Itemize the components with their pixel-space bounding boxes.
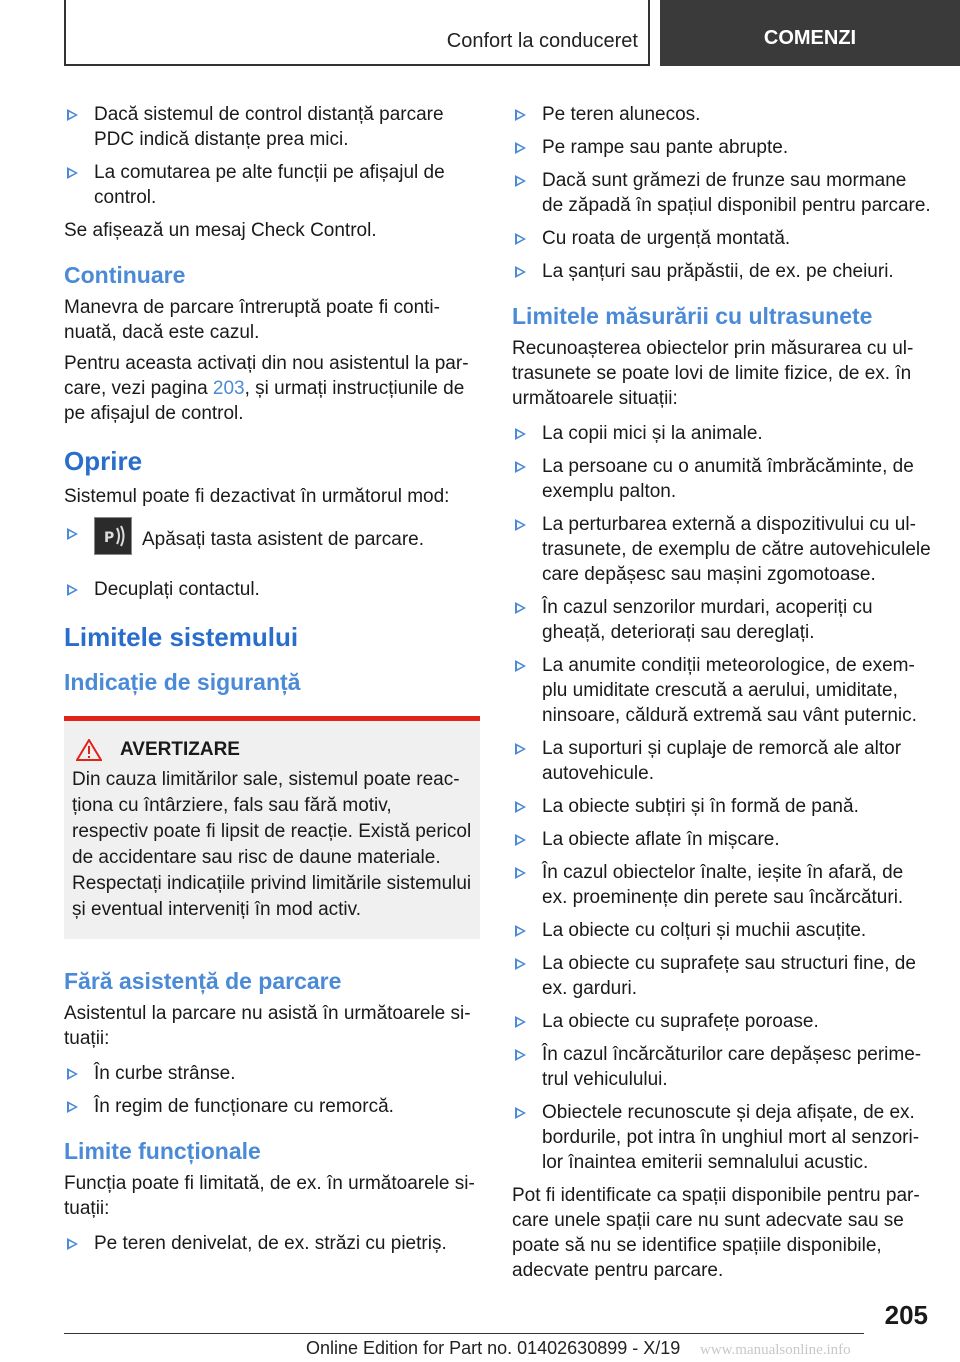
list-item: Dacă sunt grămezi de frunze sau mormane de zăpadă în spațiul disponibil pentru parcare.	[512, 168, 932, 218]
heading-indicatie-siguranta: Indicație de siguranță	[64, 669, 301, 695]
paragraph: Recunoașterea obiectelor prin măsurarea cu ultrasunete se poate lovi de limite fizice, de ex. în următoarele situații:	[512, 338, 914, 409]
triangle-bullet-icon	[67, 167, 78, 179]
heading-limitele-ultrasunete: Limitele măsurării cu ultrasunete	[512, 303, 873, 329]
footer-rule	[64, 1333, 864, 1334]
paragraph: Pentru aceasta activați din nou asistentul la parcare, vezi pagina 203, și urmați instrucțiunile de pe afișajul de control.	[64, 353, 469, 424]
triangle-bullet-icon	[515, 175, 526, 187]
paragraph: Manevra de parcare întreruptă poate fi continuată, dacă este cazul.	[64, 297, 440, 343]
list-item: Decuplați contactul.	[64, 577, 480, 602]
heading-continuare: Continuare	[64, 262, 186, 288]
list-item: La obiecte cu suprafețe poroase.	[512, 1009, 932, 1034]
triangle-bullet-icon	[67, 1238, 78, 1250]
list-item: În regim de funcționare cu remorcă.	[64, 1094, 480, 1119]
list-item: În cazul obiectelor înalte, ieșite în afară, de ex. proeminențe din perete sau încărcături.	[512, 860, 932, 910]
list-item: La persoane cu o anumită îmbrăcăminte, de exemplu palton.	[512, 454, 932, 504]
triangle-bullet-icon	[515, 834, 526, 846]
heading-oprire: Oprire	[64, 446, 143, 476]
triangle-bullet-icon	[515, 1107, 526, 1119]
triangle-bullet-icon	[515, 958, 526, 970]
list-item: Pe rampe sau pante abrupte.	[512, 135, 932, 160]
list-item: La șanțuri sau prăpăstii, de ex. pe cheiuri.	[512, 259, 932, 284]
paragraph: Asistentul la parcare nu asistă în următoarele situații:	[64, 1003, 471, 1049]
triangle-bullet-icon	[515, 743, 526, 755]
triangle-bullet-icon	[515, 1049, 526, 1061]
triangle-bullet-icon	[515, 867, 526, 879]
triangle-bullet-icon	[67, 109, 78, 121]
list-item: Pe teren alunecos.	[512, 102, 932, 127]
list-item: La suporturi și cuplaje de remorcă ale altor autovehicule.	[512, 736, 932, 786]
paragraph: Sistemul poate fi dezactivat în următorul mod:	[64, 486, 450, 507]
heading-limite-functionale: Limite funcționale	[64, 1138, 261, 1164]
list-item: Obiectele recunoscute și deja afișate, de ex. bordurile, pot intra în unghiul mort al senzorilor înaintea emiterii semnalului acustic.	[512, 1100, 932, 1175]
list-item: P Apăsați tasta asistent de parcare.	[64, 521, 480, 559]
chapter-tab: COMENZI	[660, 0, 960, 66]
warning-text: Din cauza limitărilor sale, sistemul poate reacționa cu întârziere, fals sau fără motiv, respectiv poate fi lipsit de reacție. Există pericol de accidentare sau risc de daune materiale. Respectați indicațiile privind limitările sistemului și eventual interveniți în mod activ.	[72, 769, 472, 920]
warning-box	[64, 716, 480, 939]
list-item: Dacă sistemul de control distanță parcare PDC indică distanțe prea mici.	[64, 102, 480, 152]
triangle-bullet-icon	[515, 519, 526, 531]
warning-title: AVERTIZARE	[120, 739, 240, 760]
list-item: În curbe strânse.	[64, 1061, 480, 1086]
page-link[interactable]: 203	[212, 378, 245, 399]
list-item: La copii mici și la animale.	[512, 421, 932, 446]
list-item: Cu roata de urgență montată.	[512, 226, 932, 251]
parking-assistant-button-icon	[94, 517, 132, 555]
watermark: www.manualsonline.info	[700, 1342, 851, 1358]
triangle-bullet-icon	[67, 528, 78, 540]
paragraph: Pot fi identificate ca spații disponibile pentru parcare unele spații care nu sunt adecvate sau se poate să nu se identifice spațiile disponibile, adecvate pentru parcare.	[512, 1185, 920, 1281]
list-item: La obiecte cu colțuri și muchii ascuțite.	[512, 918, 932, 943]
triangle-bullet-icon	[515, 109, 526, 121]
page-number: 205	[884, 1300, 928, 1330]
list-item: La comutarea pe alte funcții pe afișajul de control.	[64, 160, 480, 210]
triangle-bullet-icon	[515, 801, 526, 813]
left-column	[64, 102, 480, 1264]
paragraph: Se afișează un mesaj Check Control.	[64, 220, 377, 241]
header-rule-left	[64, 0, 66, 66]
list-item: În cazul senzorilor murdari, acoperiți cu gheață, deteriorați sau dereglați.	[512, 595, 932, 645]
list-item: În cazul încărcăturilor care depășesc perimetrul vehiculului.	[512, 1042, 932, 1092]
triangle-bullet-icon	[515, 461, 526, 473]
triangle-bullet-icon	[515, 1016, 526, 1028]
heading-limitele-sistemului: Limitele sistemului	[64, 622, 299, 652]
edition-info: Online Edition for Part no. 01402630899 - X/19	[306, 1338, 681, 1358]
triangle-bullet-icon	[67, 1101, 78, 1113]
triangle-bullet-icon	[515, 602, 526, 614]
heading-fara-asistenta: Fără asistență de parcare	[64, 968, 342, 994]
triangle-bullet-icon	[515, 142, 526, 154]
list-item: La obiecte subțiri și în formă de pană.	[512, 794, 932, 819]
triangle-bullet-icon	[67, 1068, 78, 1080]
svg-text:P: P	[104, 530, 115, 546]
list-item: Pe teren denivelat, de ex. străzi cu pietriș.	[64, 1231, 480, 1256]
triangle-bullet-icon	[515, 428, 526, 440]
warning-icon	[76, 739, 102, 761]
paragraph: Funcția poate fi limitată, de ex. în următoarele situații:	[64, 1173, 475, 1219]
right-column	[512, 102, 932, 1289]
list-item: La obiecte cu suprafețe sau structuri fine, de ex. garduri.	[512, 951, 932, 1001]
list-item: La obiecte aflate în mișcare.	[512, 827, 932, 852]
list-item: La perturbarea externă a dispozitivului cu ultrasunete, de exemplu de către autovehiculele care depășesc sau mașini zgomotoase.	[512, 512, 932, 587]
triangle-bullet-icon	[515, 233, 526, 245]
list-item: La anumite condiții meteorologice, de exemplu umiditate crescută a aerului, umiditate, ninsoare, căldură extremă sau vânt puternic.	[512, 653, 932, 728]
header-rule-mid	[648, 0, 650, 66]
triangle-bullet-icon	[515, 925, 526, 937]
section-title: Confort la conduceret	[446, 30, 638, 52]
triangle-bullet-icon	[515, 266, 526, 278]
header-rule-bottom	[64, 64, 650, 66]
triangle-bullet-icon	[515, 660, 526, 672]
triangle-bullet-icon	[67, 584, 78, 596]
